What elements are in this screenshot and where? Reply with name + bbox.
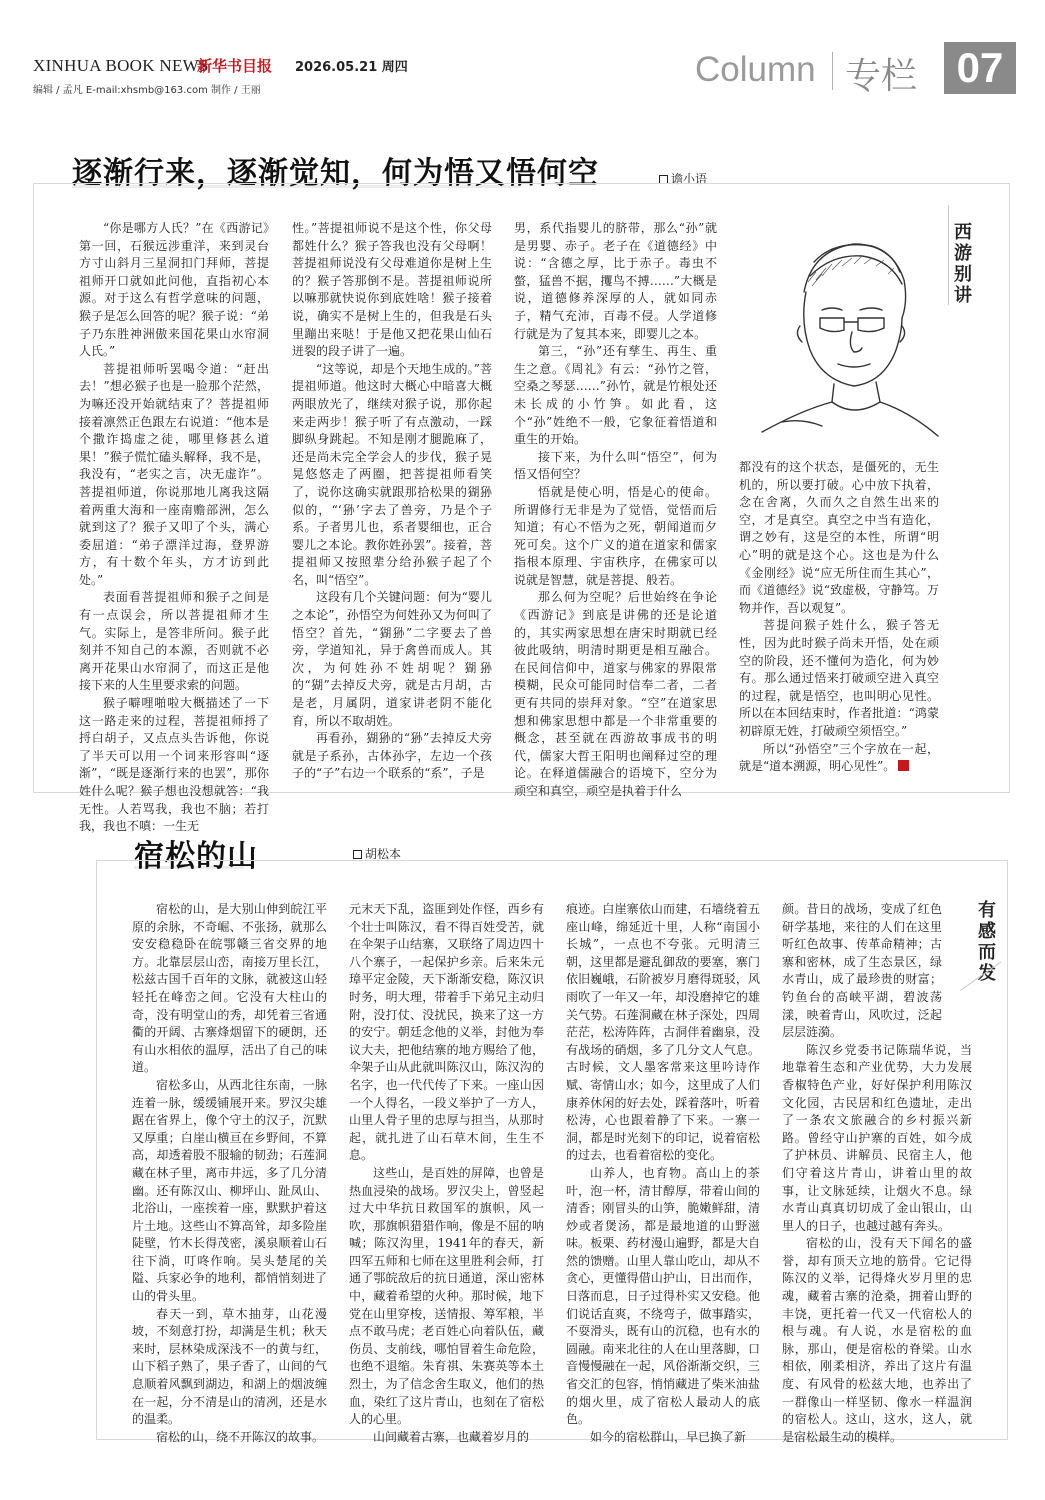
masthead-brand-en: XINHUA BOOK NEWS <box>33 56 209 75</box>
masthead <box>33 44 1013 102</box>
paragraph: 宿松的山，没有天下闻名的盛誉，却有顶天立地的筋骨。它记得陈汉的义举，记得烽火岁月里的忠魂，藏着古寨的沧桑，拥着山野的丰饶，更托着一代又一代宿松人的根与魂。有人说，水是宿松的血脉，那山，便是宿松的脊梁。山水相依，刚柔相济，养出了这片有温度、有风骨的松兹大地，也养出了一群像山一样坚韧、像水一样温润的宿松人。这山，这水，这人，就是宿松最生动的模样。 <box>782 1236 972 1444</box>
paragraph: 那么何为空呢？后世始终在争论《西游记》到底是讲佛的还是论道的，其实两家思想在唐宋时期就已经彼此吸纳，明清时期更是相互融合。在民间信仰中，道家与佛家的界限常模糊，民众可能同时信奉二者，二者更有共同的崇拜对象。“空”在道家思想和佛家思想中都是一个非常重要的概念，甚至就在西游故事成书的明代，儒家大哲王阳明也阐释过空的理论。在释道儒融合的语境下，空分为顽空和真空，顽空是执着于什么 <box>514 590 717 798</box>
paragraph: 菩提问猴子姓什么，猴子答无性，因为此时猴子尚未开悟，处在顽空的阶段，还不懂何为造化，何为妙有。那么通过悟来打破顽空进入真空的过程，就是悟空，也叫明心见性。所以在本回结束时，作者批道：“鸿蒙初辟原无姓，打破顽空须悟空。” <box>739 618 939 738</box>
masthead-divider <box>832 52 833 90</box>
issue-date: 2026.05.21 周四 <box>295 60 408 75</box>
paragraph: 猴子噼哩啪啦大概描述了一下这一路走来的过程，菩提祖师捋了捋白胡子，又点点头告诉他，你说了半天可以用一个词来形容叫“逐渐”，“既是逐渐行来的也罢”，那你姓什么呢？猴子想也没想就答：“我无性。人若骂我，我也不脑；若打我，我也不嗔：一生无 <box>79 696 269 834</box>
paragraph: 男，系代指婴儿的脐带，那么“孙”就是男婴、赤子。老子在《道德经》中说：“含德之厚，比于赤子。毒虫不螫，猛兽不据，攫鸟不搏……”大概是说，道德修养深厚的人，就如同赤子，精气充沛，百毒不侵。人学道修行就是为了复其本来，即婴儿之本。 <box>514 221 717 341</box>
paragraph: 宿松的山，是大别山伸到皖江平原的余脉，不奇崛、不张扬，就那么安安稳稳卧在皖鄂赣三省交界的地方。北靠层层山峦，南接万里长江，松兹古国千百年的文脉，就被这山轻轻托在峰峦之间。它没有大柱山的奇，没有明堂山的秀，却凭着三省通衢的开阔、古寨烽烟留下的硬朗，还有山水相依的温厚，活出了自己的味道。 <box>132 902 327 1075</box>
paragraph: 陈汉乡党委书记陈瑞华说，当地靠着生态和产业优势，大力发展香椒特色产业，好好保护利用陈汉文化园，古民居和红色遗址，走出了一条农文旅融合的乡村振兴新路。曾经守山护寨的百姓，如今成了护林员、讲解员、民宿主人，他们守着这片青山，讲着山里的故事，让文脉延续，让烟火不息。绿水青山真真切切成了金山银山，山里人的日子，也越过越有奔头。 <box>782 1042 972 1233</box>
tag-rule <box>948 205 949 305</box>
article1-byline: 谵小语 <box>659 170 707 187</box>
paragraph: 这些山，是百姓的屏障，也曾是热血浸染的战场。罗汉尖上，曾竖起过大中华抗日救国军的旗帜，风一吹，那旗帜猎猎作响，像是不屈的呐喊；陈汉沟里，1941年的春天，新四军五师和七师在这里胜利会师，打通了鄂皖敌后的抗日通道，深山密林中，藏着希望的火种。那时候，地下党在山里穿梭，送情报、筹军粮，半点不敢马虎；老百姓心向着队伍，藏伤员、支前线，哪怕冒着生命危险，也绝不退缩。朱育祺、朱赛英等本土烈士，为了信念舍生取义，他们的热血，染红了这片青山，也刻在了宿松人的心里。 <box>349 1165 544 1427</box>
byline-square-icon <box>353 850 362 859</box>
editor-meta: 编辑 / 孟凡 E-mail:xhsmb@163.com 制作 / 王丽 <box>33 85 261 96</box>
paragraph: 都没有的这个状态，是僵死的，无生机的，所以要打破。心中放下执着，念在舍离，久而久之自然生出来的空，才是真空。真空之中当有造化，谓之妙有，这是空的本性，所谓“明心”明的就是这个心。这也是为什么《金刚经》说“应无所住而生其心”，而《道德经》说“致虚极，守静笃。万物并作，吾以观复”。 <box>739 460 939 615</box>
paragraph: 第三，“孙”还有孳生、再生、重生之意。《周礼》有云：“孙竹之管，空桑之琴瑟……”孙竹，就是竹根处还未长成的小竹笋。如此看，这个“孙”姓绝不一般，它象征着悟道和重生的开始。 <box>514 344 717 447</box>
column-tag: 有感而发 <box>978 900 996 984</box>
page-number: 07 <box>944 42 1016 94</box>
paragraph: 元末天下乱，盗匪到处作怪，西乡有个壮士叫陈汉，看不得百姓受苦，就在伞架子山结寨，又联络了周边四十八个寨子，一起保护乡亲。后来朱元璋平定金陵，天下渐渐安稳，陈汉识时务，明大理，带着手下弟兄主动归附，没打仗、没扰民，换来了这一方的安宁。朝廷念他的义举，封他为奉议大夫，把他结寨的地方赐给了他，伞架子山从此就叫陈汉山，陈汉沟的名字，也一代代传了下来。一座山因一个人得名，一段义举护了一方人，山里人骨子里的忠厚与担当，从那时起，就扎进了山石草木间，生生不息。 <box>349 902 544 1163</box>
paragraph: 痕迹。白崖寨依山而建，石墙绕着五座山峰，绵延近十里，人称“南国小长城”，一点也不夸张。元明清三朝，这里都是避乱御敌的要塞，寨门依旧巍峨，石阶被岁月磨得斑驳，风雨吹了一年又一年，却没磨掉它的雄关气势。石莲洞藏在林子深处，四周茫茫，松涛阵阵，古洞伴着幽泉，没有战场的硝烟，多了几分文人气息。古时候，文人墨客常来这里吟诗作赋、寄情山水；如今，这里成了人们康养休闲的好去处，踩着落叶，听着松涛，心也跟着静了下来。一寨一洞，都是时光刻下的印记，说着宿松的过去，也看着宿松的变化。 <box>566 902 760 1163</box>
author-portrait-sketch <box>742 222 942 440</box>
paragraph: 所以“孙悟空”三个字放在一起，就是“道本溯源，明心见性”。 <box>739 741 939 774</box>
paragraph: 山养人，也育物。高山上的茶叶，泡一杯，清甘醇厚，带着山间的清香；刚冒头的山笋，脆嫩鲜甜，清炒或者煲汤，都是最地道的山野滋味。板栗、药材漫山遍野，都是大自然的馈赠。山里人靠山吃山，却从不贪心，更懂得借山护山，日出而作，日落而息，日子过得朴实又安稳。他们说话直爽，不绕弯子，做事踏实，不耍滑头，既有山的沉稳，也有水的圆融。南来北往的人在山里落脚，口音慢慢融在一起，风俗渐渐交织，三省交汇的包容，悄悄藏进了柴米油盐的烟火里，成了宿松人最动人的底色。 <box>566 1165 760 1427</box>
paragraph: “你是哪方人氏？”在《西游记》第一回，石猴远涉重洋，来到灵台方寸山斜月三星洞扣门拜师，菩提祖师开口就如此问他，直指初心本源。对于这么有哲学意味的问题，猴子是怎么回答的呢？猴子说：“弟子乃东胜神洲傲来国花果山水帘洞人氏。” <box>79 221 269 359</box>
paragraph: 再看孙，猢狲的“狲”去掉反犬旁就是子系孙，古体孙字，左边一个孩子的“子”右边一个联系的“系”，子是 <box>292 731 492 781</box>
article2-column-1 <box>132 901 327 1446</box>
article1-column-4 <box>739 459 939 776</box>
article1-column-2 <box>292 220 492 783</box>
paragraph: 表面看菩提祖师和猴子之间是有一点误会，所以菩提祖师才生气。实际上，是答非所问。猴子此刻并不知自己的本源，否则就不必离开花果山水帘洞了，而这正是他接下来的人生里要求索的问题。 <box>79 590 269 693</box>
article2-column-2 <box>349 901 544 1446</box>
paragraph: “这等说，却是个天地生成的。”菩提祖师道。他这时大概心中暗喜大概两眼放光了，继续对猴子说，那你起来走两步！猴子听了有点激动，一踩脚纵身跳起。不知是刚才腿跪麻了，还是尚未完全学会人的步伐，猴子晃晃悠悠走了两圈，把菩提祖师看笑了，说你这确实就跟那拾松果的猢狲似的，“‘狲’字去了兽旁，乃是个子系。子者男儿也，系者婴细也，正合婴儿之本论。教你姓孙罢”。接着，菩提祖师又按照辈分给孙猴子起了个名，叫“悟空”。 <box>292 361 492 587</box>
end-mark-icon <box>898 760 909 771</box>
article1-title: 逐渐行来，逐渐觉知，何为悟又悟何空 <box>72 156 599 191</box>
column-tag: 西游别讲 <box>954 222 972 306</box>
article2-byline: 胡松本 <box>353 845 401 862</box>
article2-title: 宿松的山 <box>134 839 258 874</box>
article2-column-3 <box>566 901 760 1446</box>
paragraph: 菩提祖师听罢喝令道：“赶出去！”想必猴子也是一脸那个茫然，为嘛还没开始就结束了？菩提祖师接着凛然正色跟左右说道：“他本是个撒诈捣虚之徒，哪里修甚么道果！”猴子慌忙磕头解释，我不是，我没有，“老实之言，决无虚诈”。菩提祖师道，你说那地儿离我这隔着两重大海和一座南赡部洲，怎么就到这了？猴子又叩了个头，满心委屈道：“弟子漂洋过海，登界游方，有十数个年头，方才访到此处。” <box>79 361 269 587</box>
paragraph: 悟就是使心明，悟是心的使命。所谓修行无非是为了觉悟，觉悟而后知道；有心不悟为之死，朝闻道而夕死可矣。这个广义的道在道家和儒家指根本原理、宇宙秩序，在佛家可以说就是智慧，就是菩提、般若。 <box>514 484 717 587</box>
column-label-cn: 专栏 <box>845 56 918 97</box>
paragraph: 宿松多山，从西北往东南，一脉连着一脉，缓缓铺展开来。罗汉尖雄踞在省界上，像个守土的汉子，沉默又厚重；白崖山横亘在乡野间，不算高，却透着股不服输的韧劲；石莲洞藏在林子里，离市井远，多了几分清幽。还有陈汉山、柳坪山、趾凤山、北浴山，一座挨着一座，默默护着这片土地。这些山不算高耸，却多险崖陡壁，竹木长得茂密，溪泉顺着山石往下淌，叮咚作响。吴头楚尾的关隘、兵家必争的地利，都悄悄刻进了山的骨头里。 <box>132 1077 327 1304</box>
article1-column-3 <box>514 220 717 801</box>
column-label-en: Column <box>695 50 816 89</box>
paragraph: 颜。昔日的战场，变成了红色研学基地，来往的人们在这里听红色故事、传革命精神；古寨和密林，成了生态景区，绿水青山，成了最珍贵的财富；钓鱼台的高峡平湖，碧波荡漾，映着青山，风吹过，泛起层层涟漪。 <box>782 902 942 1040</box>
masthead-brand-cn: 新华书目报 <box>197 57 273 75</box>
paragraph: 如今的宿松群山，早已换了新 <box>590 1429 747 1444</box>
article1-column-1 <box>79 220 269 836</box>
paragraph: 春天一到，草木抽芽，山花漫坡，不刻意打扮，却满是生机；秋天来时，层林染成深浅不一的黄与红，山下稻子熟了，果子香了，山间的气息顺着风飘到湖边，和湖上的烟波缠在一起，分不清是山的清冽，还是水的温柔。 <box>132 1306 327 1427</box>
paragraph: 性。”菩提祖师说不是这个性，你父母都姓什么？猴子答我也没有父母啊！菩提祖师说没有父母难道你是树上生的？猴子答那倒不是。菩提祖师说所以嘛那就快说你到底姓啥！猴子接着说，确实不是树上生的，但我是石头里蹦出来哒！于是他又把花果山仙石迸裂的段子讲了一遍。 <box>292 221 492 359</box>
paragraph: 山间藏着古寨，也藏着岁月的 <box>373 1429 530 1444</box>
paragraph: 宿松的山，绕不开陈汉的故事。 <box>156 1429 325 1444</box>
paragraph: 这段有几个关键问题：何为“婴儿之本论”，孙悟空为何姓孙又为何叫了悟空？首先，“猢狲”二字要去了兽旁，学道知礼，异于禽兽而成人。其次，为何姓孙不姓胡呢？猢狲的“猢”去掉反犬旁，就是古月胡，古是老，月属阴，道家讲老阴不能化育，所以不取胡姓。 <box>292 590 492 728</box>
paragraph: 接下来，为什么叫“悟空”，何为悟又悟何空？ <box>514 449 717 482</box>
article2-column-4 <box>782 901 972 1446</box>
